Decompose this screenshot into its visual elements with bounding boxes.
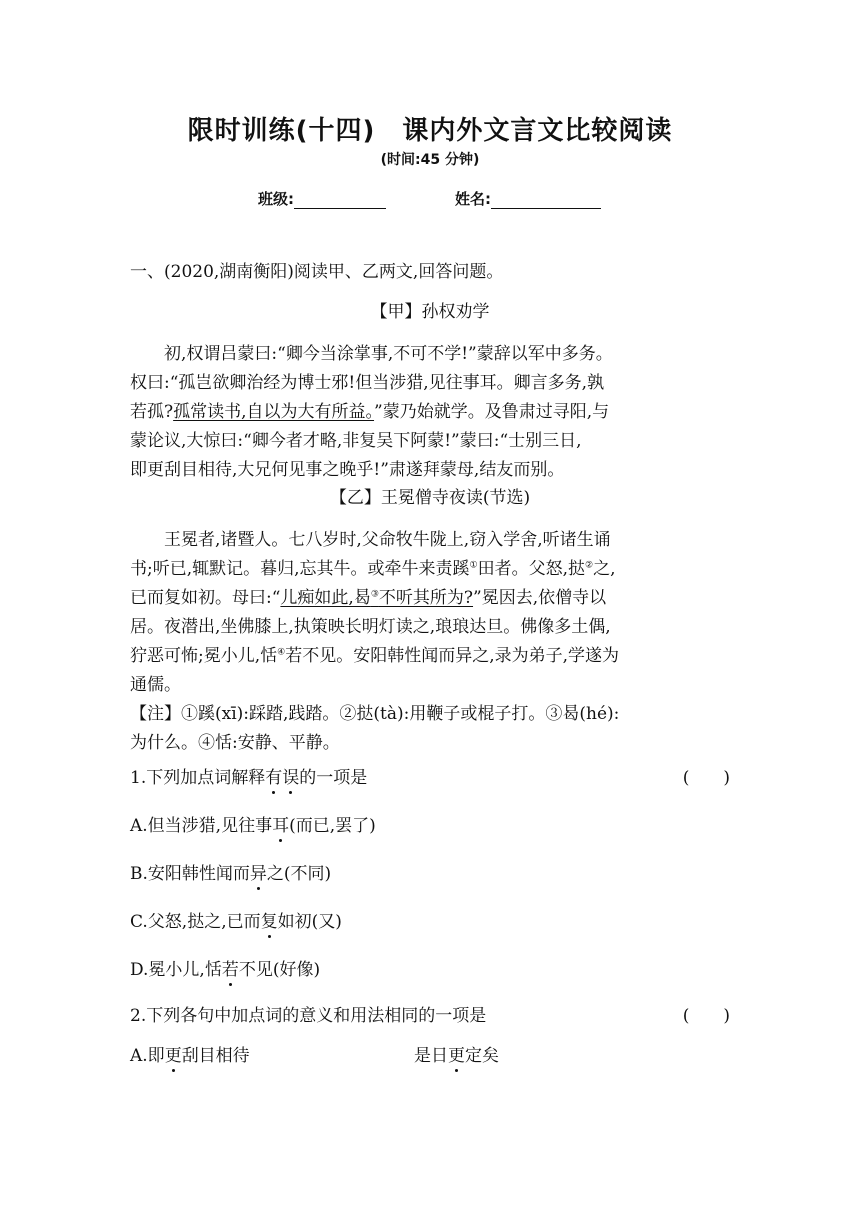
class-field[interactable]: [258, 188, 386, 209]
passage-line: 即更刮目相待,大兄何见事之晚乎!”肃遂拜蒙母,结友而别。: [130, 460, 565, 480]
dotted-char: 复: [260, 912, 278, 932]
passage-line: 居。夜潜出,坐佛膝上,执策映长明灯读之,琅琅达旦。佛像多土偶,: [130, 617, 611, 637]
passage-line: 狞恶可怖;冕小儿,恬④若不见。安阳韩性闻而异之,录为弟子,学遂为: [130, 646, 620, 666]
passage-jia: [130, 340, 730, 485]
passage-line: 蒙论议,大惊曰:“卿今者才略,非复吴下阿蒙!”蒙曰:“士别三日,: [130, 431, 582, 451]
passage-line: 若孤?孤常读书,自以为大有所益。”蒙乃始就学。及鲁肃过寻阳,与: [130, 402, 610, 422]
footnote-mark: ④: [277, 647, 286, 658]
page-title: 限时训练(十四) 课内外文言文比较阅读: [187, 116, 673, 146]
answer-bracket[interactable]: ( ): [682, 1006, 730, 1026]
name-field[interactable]: [455, 188, 601, 209]
option-1b[interactable]: B.安阳韩性闻而异之(不同): [130, 864, 332, 884]
class-label: 班级:: [258, 190, 294, 208]
dotted-char: 耳: [272, 816, 290, 836]
passage-yi: [130, 526, 730, 700]
option-2a[interactable]: A.即更刮目相待 是日更定矣: [130, 1042, 730, 1071]
name-blank[interactable]: [491, 192, 601, 209]
note-line: 为什么。④恬:安静、平静。: [130, 733, 340, 753]
question-1: 1.下列加点词解释有误的一项是 ( ): [130, 764, 730, 793]
dotted-char: 有: [265, 768, 283, 788]
option-1c[interactable]: C.父怒,挞之,已而复如初(又): [130, 912, 342, 932]
dotted-char: 若: [221, 960, 239, 980]
passage-jia-title: 【甲】孙权劝学: [370, 302, 490, 322]
passage-line: 通儒。: [130, 675, 181, 695]
footnote-mark: ②: [585, 560, 594, 571]
name-label: 姓名:: [455, 190, 491, 208]
notes: [130, 700, 730, 758]
underlined-sentence: 孤常读书,自以为大有所益。: [173, 402, 375, 422]
section-intro: 一、(2020,湖南衡阳)阅读甲、乙两文,回答问题。: [130, 262, 504, 282]
footnote-mark: ③: [370, 589, 379, 600]
time-limit: (时间:45 分钟): [380, 152, 480, 168]
dotted-char: 误: [282, 768, 300, 788]
class-blank[interactable]: [294, 192, 386, 209]
dotted-char: 更: [448, 1046, 465, 1066]
passage-line: 权曰:“孤岂欲卿治经为博士邪!但当涉猎,见往事耳。卿言多务,孰: [130, 373, 605, 393]
option-1d[interactable]: D.冕小儿,恬若不见(好像): [130, 960, 321, 980]
passage-yi-title: 【乙】王冕僧寺夜读(节选): [329, 488, 531, 508]
dotted-char: 异: [249, 864, 267, 884]
dotted-char: 更: [164, 1046, 182, 1066]
question-2: 2.下列各句中加点词的意义和用法相同的一项是 ( ): [130, 1002, 730, 1031]
passage-line: 已而复如初。母曰:“儿痴如此,曷③不听其所为?”冕因去,依僧寺以: [130, 588, 607, 608]
option-1a[interactable]: A.但当涉猎,见往事耳(而已,罢了): [130, 816, 376, 836]
footnote-mark: ①: [469, 560, 478, 571]
passage-line: 书;听已,辄默记。暮归,忘其牛。或牵牛来责蹊①田者。父怒,挞②之,: [130, 559, 616, 579]
option-2a-compare: 是日更定矣: [414, 1046, 499, 1066]
underlined-sentence: 儿痴如此,曷③不听其所为?: [280, 588, 474, 608]
answer-bracket[interactable]: ( ): [682, 768, 730, 788]
passage-line: 初,权谓吕蒙曰:“卿今当涂掌事,不可不学!”蒙辞以军中多务。: [164, 344, 613, 364]
note-line: 【注】①蹊(xī):踩踏,践踏。②挞(tà):用鞭子或棍子打。③曷(hé):: [130, 704, 620, 724]
passage-line: 王冕者,诸暨人。七八岁时,父命牧牛陇上,窃入学舍,听诸生诵: [164, 530, 611, 550]
